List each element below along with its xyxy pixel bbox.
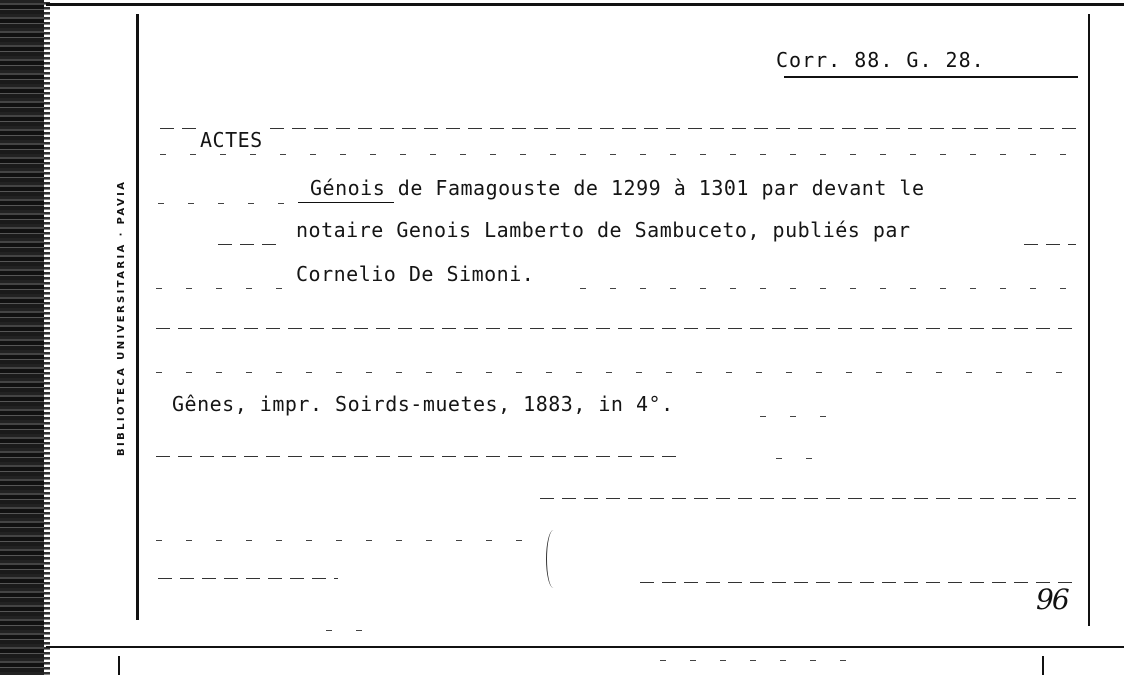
- title-line-2-guide-left: [218, 244, 282, 245]
- scan-edge-perforation: [44, 0, 50, 675]
- heading-rule-lower: [160, 154, 1076, 155]
- title-line-3-guide-right: [580, 288, 1076, 289]
- card-heading: ACTES: [200, 128, 263, 152]
- title-line-2-guide-right: [1024, 244, 1076, 245]
- imprint-guide: [760, 416, 830, 417]
- library-stamp: BIBLIOTECA UNIVERSITARIA · PAVIA: [116, 179, 127, 457]
- blank-rule-3: [156, 456, 676, 457]
- bottom-tick-right: [1042, 656, 1044, 675]
- pencil-mark: [546, 530, 561, 588]
- blank-rule-2: [156, 372, 1076, 373]
- right-margin-rule: [1088, 14, 1090, 626]
- top-border: [46, 3, 1124, 6]
- call-number-underline: [784, 76, 1078, 78]
- title-indent-rule: [298, 202, 394, 203]
- blank-rule-3b: [776, 458, 836, 459]
- blank-rule-4: [540, 498, 1076, 499]
- bottom-tick-left: [118, 656, 120, 675]
- heading-rule: [270, 128, 1076, 129]
- scan-edge-strip: [0, 0, 46, 675]
- blank-rule-9: [660, 660, 860, 661]
- title-line-3: Cornelio De Simoni.: [296, 262, 535, 286]
- title-line-3-guide-left: [156, 288, 286, 289]
- bottom-border: [46, 646, 1124, 648]
- title-line-1-guide: [158, 203, 298, 204]
- call-number: Corr. 88. G. 28.: [776, 48, 985, 72]
- blank-rule-6: [158, 578, 338, 579]
- blank-rule-1: [156, 328, 1076, 329]
- blank-rule-8: [326, 630, 386, 631]
- title-line-1: Génois de Famagouste de 1299 à 1301 par devant le: [310, 176, 925, 200]
- heading-dash-left: [160, 128, 200, 129]
- blank-rule-7: [640, 582, 1076, 583]
- imprint-line: Gênes, impr. Soirds-muetes, 1883, in 4°.: [172, 392, 674, 416]
- blank-rule-5: [156, 540, 536, 541]
- page-number: 96: [1036, 583, 1068, 616]
- left-margin-rule: [136, 14, 139, 620]
- title-line-2: notaire Genois Lamberto de Sambuceto, publiés par: [296, 218, 911, 242]
